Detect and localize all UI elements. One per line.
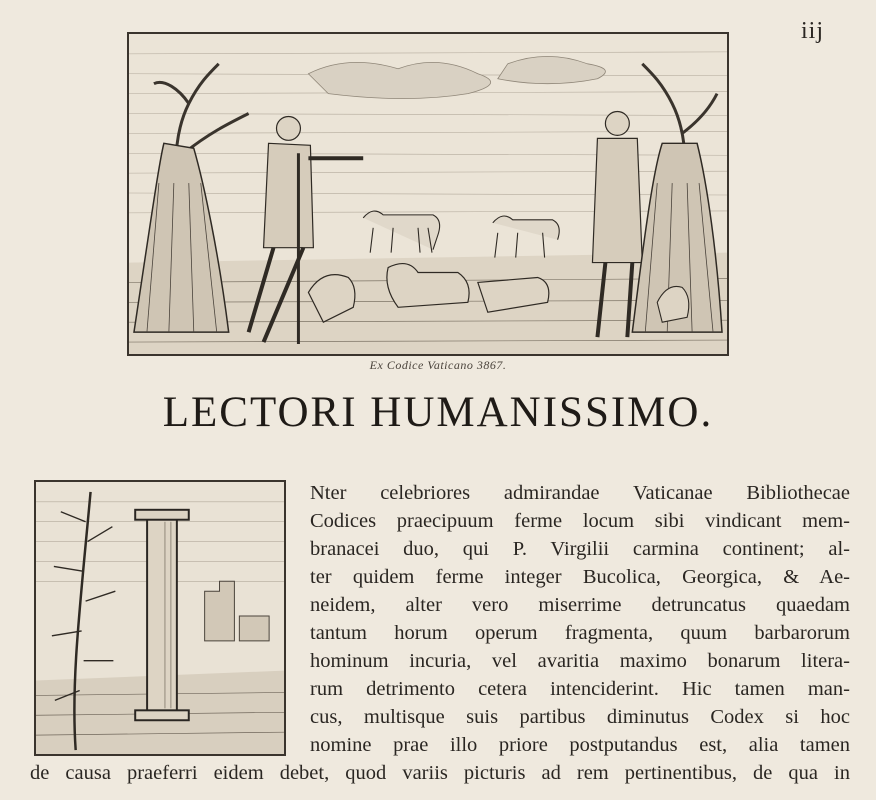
text-line-1: Nter celebriores admirandae Vaticanae Bibliothecae <box>310 482 850 504</box>
text-line-3: branacei duo, qui P. Virgilii carmina continent; al- <box>310 538 850 560</box>
text-line-2: Codices praecipuum ferme locum sibi vindicant mem- <box>310 510 850 532</box>
engraving-caption: Ex Codice Vaticano 3867. <box>369 358 507 372</box>
text-line-11: de causa praeferri eidem debet, quod variis picturis ad rem pertinentibus, de qua in <box>30 762 850 784</box>
text-line-10: nomine prae illo priore postputandus est, alia tamen <box>310 734 850 756</box>
page-number: iij <box>800 18 824 44</box>
pastoral-engraving <box>127 32 729 356</box>
text-line-4: ter quidem ferme integer Bucolica, Georgica, & Ae- <box>310 566 850 588</box>
text-line-9: cus, multisque suis partibus diminutus Codex si hoc <box>310 706 850 728</box>
text-line-7: hominum incuria, vel avaritia maximo bonarum litera- <box>310 650 850 672</box>
text-line-8: rum detrimento cetera intenciderint. Hic tamen man- <box>310 678 850 700</box>
pastoral-scene-illustration <box>129 34 727 354</box>
text-line-5: neidem, alter vero miserrime detruncatus quaedam <box>310 594 850 616</box>
text-line-6: tantum horum operum fragmenta, quum barbarorum <box>310 622 850 644</box>
page-heading: LECTORI HUMANISSIMO. <box>162 389 714 436</box>
initial-letter-illustration <box>36 482 284 754</box>
decorated-initial <box>34 480 286 756</box>
